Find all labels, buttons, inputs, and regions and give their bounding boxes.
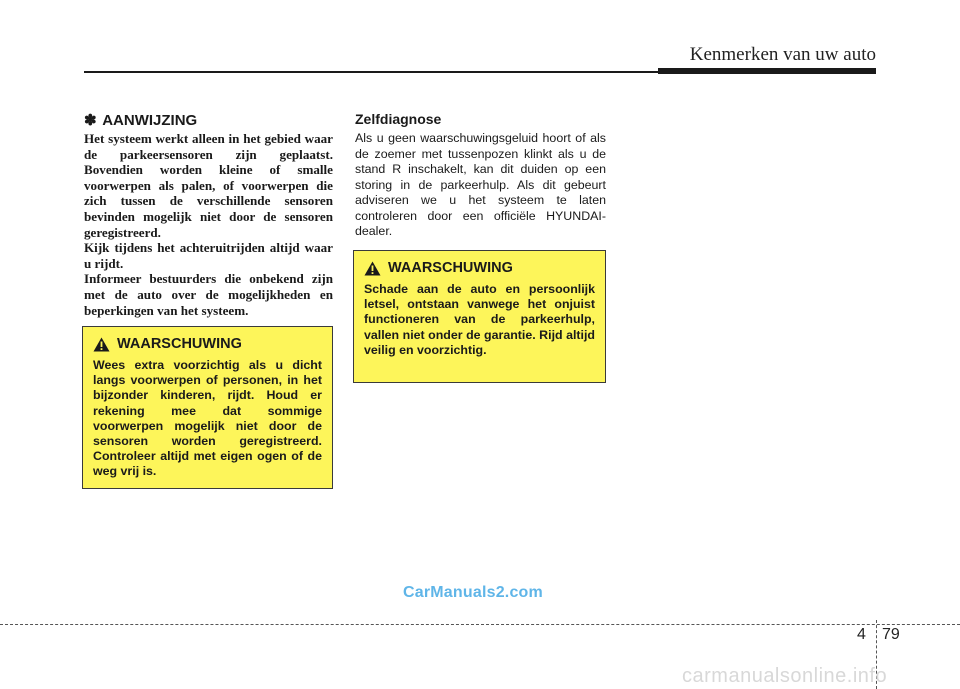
- self-diagnosis-text: Als u geen waarschuwingsgeluid hoort of als de zoemer met tussenpozen klinkt als u de stand R inschakelt, kan dit duiden op een storing in de parkeerhulp. Als dit gebeurt adviseren we u het systeem te laten controleren door een officiële HYUNDAI-dealer.: [355, 131, 606, 238]
- warning-text-left: Wees extra voorzichtig als u dicht langs voorwerpen of personen, in het bijzonder kinderen, rijdt. Houd er rekening mee dat sommige voorwerpen mogelijk niet door de sensoren worden geregistreerd. Controleer altijd met eigen ogen of de weg vrij is.: [93, 358, 322, 479]
- footer-site-watermark: carmanualsonline.info: [682, 665, 888, 687]
- note-paragraph-2: Kijk tijdens het achteruitrijden altijd waar u rijdt.: [84, 240, 333, 271]
- warning-text-right: Schade aan de auto en persoonlijk letsel, ontstaan vanwege het onjuist functioneren van de parkeerhulp, vallen niet onder de garantie. Rijd altijd veilig en voorzichtig.: [364, 282, 595, 357]
- header-rule-accent: [658, 68, 876, 74]
- warning-title-text-right: WAARSCHUWING: [388, 260, 513, 276]
- page-number: 79: [882, 626, 900, 643]
- note-heading-text: AANWIJZING: [102, 112, 198, 129]
- chapter-number: 4: [857, 626, 866, 643]
- note-paragraph-1: Het systeem werkt alleen in het gebied waar de parkeersensoren zijn geplaatst. Bovendien worden kleine of smalle voorwerpen als palen, of voorwerpen die zich tussen de verschillende sensoren bevinden mogelijk niet door de sensoren geregistreerd.: [84, 131, 333, 240]
- note-paragraph-3: Informeer bestuurders die onbekend zijn met de auto over de mogelijkheden en beperkingen van het systeem.: [84, 271, 333, 318]
- right-column: [355, 111, 606, 240]
- watermark-link[interactable]: CarManuals2.com: [403, 584, 543, 601]
- warning-title-right: [364, 260, 595, 276]
- warning-triangle-icon: [364, 261, 381, 276]
- footer-rule: [0, 624, 960, 625]
- note-star-icon: ✽: [84, 112, 97, 129]
- warning-box-right: [353, 250, 606, 383]
- header-title: Kenmerken van uw auto: [689, 44, 876, 65]
- warning-title-text-left: WAARSCHUWING: [117, 336, 242, 352]
- warning-box-left: [82, 326, 333, 489]
- warning-triangle-icon: [93, 337, 110, 352]
- warning-title-left: [93, 336, 322, 352]
- left-column: [84, 111, 333, 318]
- self-diagnosis-heading: Zelfdiagnose: [355, 111, 442, 127]
- note-heading: [84, 111, 333, 129]
